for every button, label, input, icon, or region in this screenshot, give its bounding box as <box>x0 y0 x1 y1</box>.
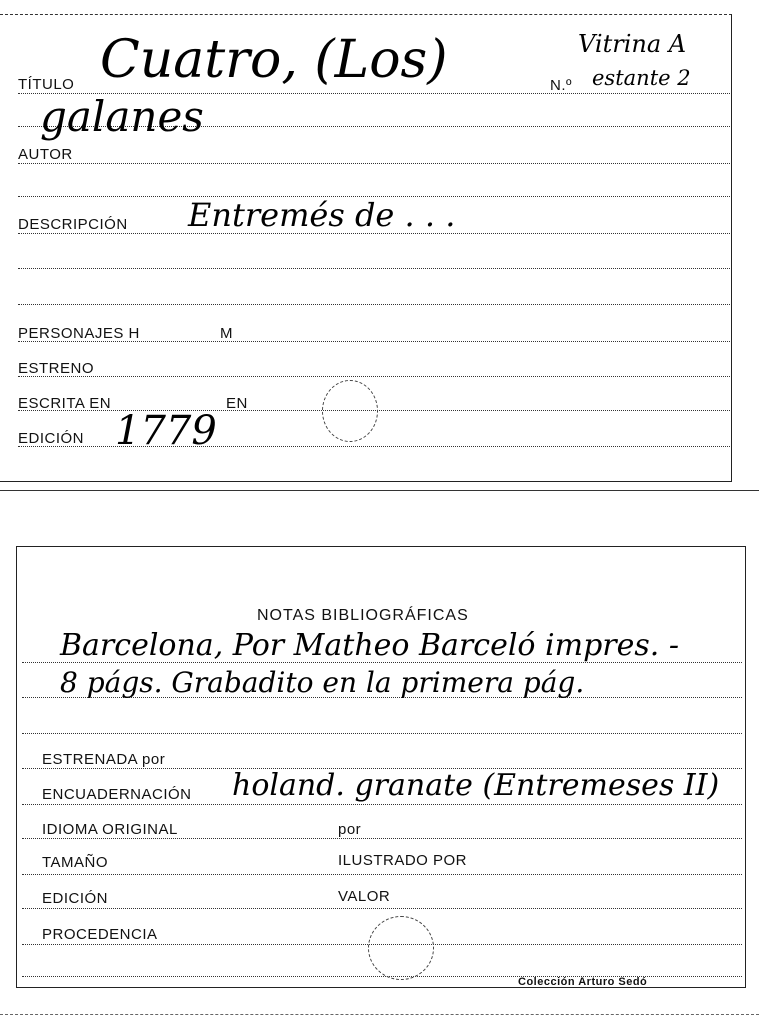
card-rule <box>22 804 742 805</box>
numero-value-estante: estante 2 <box>592 66 691 90</box>
collection-footer: Colección Arturo Sedó <box>518 976 648 988</box>
idioma-por-label: por <box>338 821 362 838</box>
idioma-label: IDIOMA ORIGINAL <box>42 821 178 838</box>
valor-label: VALOR <box>338 888 391 905</box>
punch-hole-outline <box>368 916 434 980</box>
numero-label: N.º <box>550 77 572 94</box>
card-rule <box>22 874 742 875</box>
notas-line-1: Barcelona, Por Matheo Barceló impres. - <box>60 628 679 663</box>
edicion-back-label: EDICIÓN <box>42 890 109 907</box>
estreno-label: ESTRENO <box>18 360 95 377</box>
descripcion-value: Entremés de . . . <box>188 196 456 234</box>
card-rule <box>18 163 730 164</box>
card-cut-line <box>0 490 759 491</box>
card-rule <box>18 304 730 305</box>
ilustrado-label: ILUSTRADO POR <box>338 852 468 869</box>
autor-label: AUTOR <box>18 146 73 163</box>
encuadernacion-label: ENCUADERNACIÓN <box>42 786 192 803</box>
escrita-label: ESCRITA EN <box>18 395 112 412</box>
encuadernacion-value: holand. granate (Entremeses II) <box>232 768 720 803</box>
notas-line-2: 8 págs. Grabadito en la primera pág. <box>60 666 585 699</box>
titulo-value-continued: galanes <box>40 92 204 141</box>
titulo-value: Cuatro, (Los) <box>100 30 448 90</box>
escrita-en-label: EN <box>226 395 248 412</box>
procedencia-label: PROCEDENCIA <box>42 926 158 943</box>
tamano-label: TAMAÑO <box>42 854 109 871</box>
titulo-label: TÍTULO <box>18 76 75 93</box>
edicion-label: EDICIÓN <box>18 430 85 447</box>
descripcion-label: DESCRIPCIÓN <box>18 216 128 233</box>
personajes-m-label: M <box>220 325 233 342</box>
personajes-h-label: PERSONAJES H <box>18 325 140 342</box>
punch-hole-outline <box>322 380 378 442</box>
card-rule <box>22 838 742 839</box>
card-rule <box>22 733 742 734</box>
estrenada-label: ESTRENADA por <box>42 751 166 768</box>
notas-title: NOTAS BIBLIOGRÁFICAS <box>257 607 469 624</box>
card-rule <box>18 376 730 377</box>
card-rule <box>18 268 730 269</box>
numero-value-vitrina: Vitrina A <box>578 30 687 58</box>
card-cut-line <box>0 1014 759 1015</box>
card-rule <box>22 908 742 909</box>
edicion-value: 1779 <box>115 408 217 454</box>
